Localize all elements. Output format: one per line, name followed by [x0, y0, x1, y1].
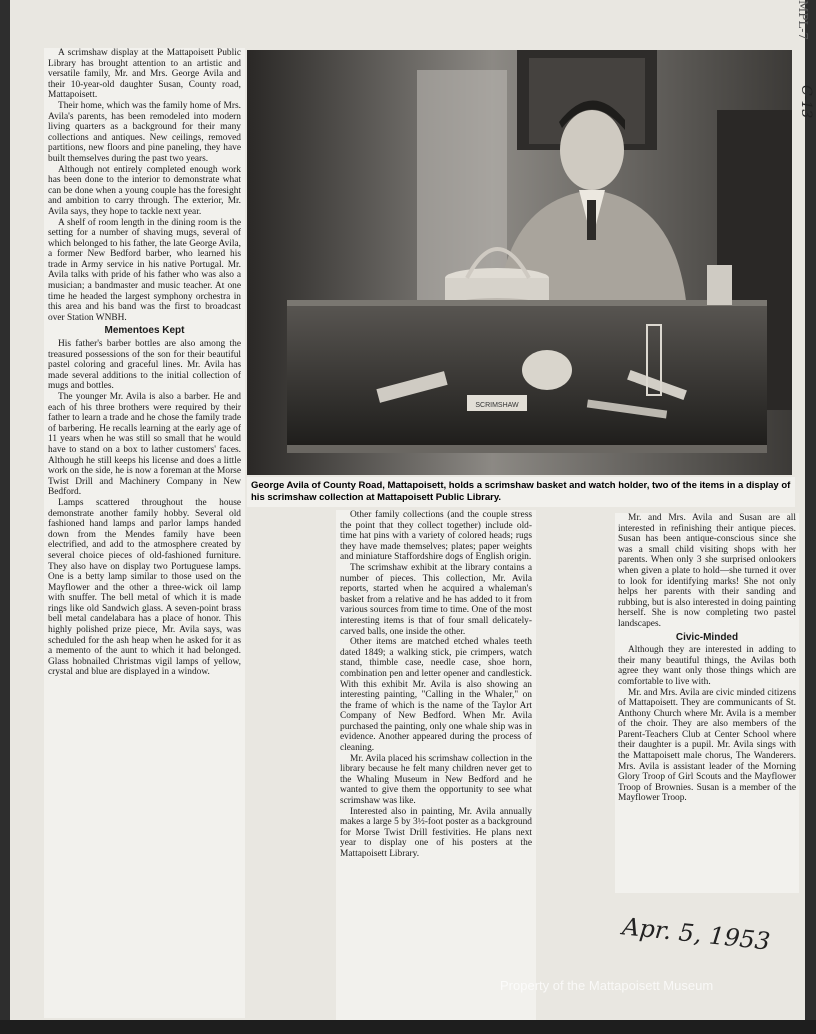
accession-number: MPL-7 — [796, 0, 810, 41]
handwritten-date: Apr. 5, 1953 — [620, 912, 772, 956]
article-column-1 — [44, 48, 245, 1018]
paragraph: Mr. Avila placed his scrimshaw collection in the library because he felt many children never get to the Whaling Museum in New Bedford and he wanted to give them the opportunity to see what scrimshaw was like. — [340, 753, 532, 807]
paragraph: Although they are interested in adding to their many beautiful things, the Avilas both agree they want only those things which are comfortable to live with. — [618, 645, 796, 687]
paragraph: Interested also in painting, Mr. Avila annually makes a large 5 by 3½-foot poster as a background for Morse Twist Drill festivities. He plans next year to display one of his posters at the Mattapoisett Library. — [340, 806, 532, 859]
paragraph: A shelf of room length in the dining room is the setting for a number of shaving mugs, several of which belonged to his father, the late George Avila, a former New Bedford barber, who learned his trade in Army service in his native Portugal. Mr. Avila talks with pride of his father who was also a musician; a bandmaster and music teacher. At one time he headed the largest symphony orchestra in this area and his band was the first to broadcast over Station WNBH. — [48, 217, 241, 323]
article-column-3 — [615, 513, 799, 893]
article-column-2 — [336, 510, 536, 1020]
handwritten-code: C-13 — [798, 85, 814, 119]
paragraph: Their home, which was the family home of Mrs. Avila's parents, has been remodeled into modern living quarters as a background for their many collections and antiques. New ceilings, removed partitions, new floors and pine paneling, they have built themselves during the past two years. — [48, 100, 241, 164]
paragraph: A scrimshaw display at the Mattapoisett Public Library has brought attention to an artistic and versatile family, Mr. and Mrs. George Avila and their 10-year-old daughter Susan, County road, Mattapoisett. — [48, 48, 241, 101]
photo-caption: George Avila of County Road, Mattapoisett, holds a scrimshaw basket and watch holder, two of the items in a display of his scrimshaw collection at Mattapoisett Public Library. — [247, 477, 795, 507]
paragraph: Mr. and Mrs. Avila and Susan are all interested in refinishing their antique pieces. Susan has been antique-conscious since she was a small child visiting shops with her parents. When only 3 she surprised onlookers when given a plate to hold—she turned it over to look for identifying marks! She not only helps her parents with their sanding and rubbing, but is also interested in doing painting herself. She is now completing two pastel landscapes. — [618, 513, 796, 629]
paragraph: Although not entirely completed enough work has been done to the interior to demonstrate what can be done when a young couple has the foresight and ambition to carry through. The exterior, Mr. Avila says, they hope to tackle next year. — [48, 164, 241, 217]
photo-illustration — [247, 50, 792, 475]
paragraph: The younger Mr. Avila is also a barber. He and each of his three brothers were required by their father to learn a trade and he chose the family trade of barbering. He recalls learning at the early age of 11 years when he was still so small that he would have to stand on a box to lather customers' faces. Although he still keeps his license and does a little work on the side, he is now a foreman at the Morse Twist Drill and Machinery Company in New Bedford. — [48, 392, 241, 498]
paragraph: The scrimshaw exhibit at the library contains a number of pieces. This collection, Mr. Avila reports, started when he acquired a whaleman's basket from a relative and he has added to it from various sources from time to time. One of the most interesting items is that of four small delicately-carved balls, one inside the other. — [340, 562, 532, 637]
paragraph: Other items are matched etched whales teeth dated 1849; a walking stick, pie crimpers, watch stand, thimble case, needle case, shoe horn, combination pen and letter opener and candlestick. With this exhibit Mr. Avila is also showing an interesting painting, "Calling in the Whaler," on the frame of which is the name of the Taylor Art Company of New Bedford. When Mr. Avila purchased the painting, only one whale ship was in evidence. Another appeared during the process of cleaning. — [340, 637, 532, 754]
scan-border — [0, 1020, 816, 1034]
museum-watermark: Property of the Mattapoisett Museum — [500, 978, 714, 993]
subheading-mementoes: Mementoes Kept — [104, 325, 185, 337]
subheading-civic: Civic-Minded — [675, 631, 739, 643]
news-photo — [247, 50, 792, 475]
paragraph: Other family collections (and the couple stress the point that they collect together) include old-time hat pins with a variety of colored heads; rugs they have made themselves; plates; paper weights and miniature Staffordshire dogs of English origin. — [340, 510, 532, 563]
paragraph: His father's barber bottles are also among the treasured possessions of the son for their beautiful pastel coloring and graceful lines. Mr. Avila has made several additions to the initial collection of mugs and bottles. — [48, 339, 241, 392]
paragraph: Mr. and Mrs. Avila are civic minded citizens of Mattapoisett. They are communicants of St. Anthony Church where Mr. Avila is a member of the choir. They are also members of the Parent-Teachers Club at Center School where their daughter is a pupil. Mr. Avila sings with the Mattapoisett male chorus, The Wanderers. Mrs. Avila is assistant leader of the Morning Glory Troop of Girl Scouts and the Mayflower Troop of Brownies. Susan is a member of the Mayflower Troop. — [618, 687, 796, 804]
paragraph: Lamps scattered throughout the house demonstrate another family hobby. Several old fashioned hand lamps and parlor lamps handed down from the Mendes family have been electrified, and add to the atmosphere created by several choice pieces of old-fashioned furniture. They also have on display two Portuguese lamps. One is a betty lamp similar to those used on the Mayflower and the other a three-wick oil lamp with snuffer. The bell metal of which it is made rings like old Sandwich glass. A seven-point brass bell metal candelabara has a place of honor. This highly polished prize piece, Mr. Avila says, was scheduled for the ash heap when he asked for it as a memento of the aunt to which it had belonged. Glass hobnailed Christmas vigil lamps of yellow, crystal and blue are displayed in a window. — [48, 497, 241, 678]
case-label: SCRIMSHAW — [475, 402, 519, 409]
